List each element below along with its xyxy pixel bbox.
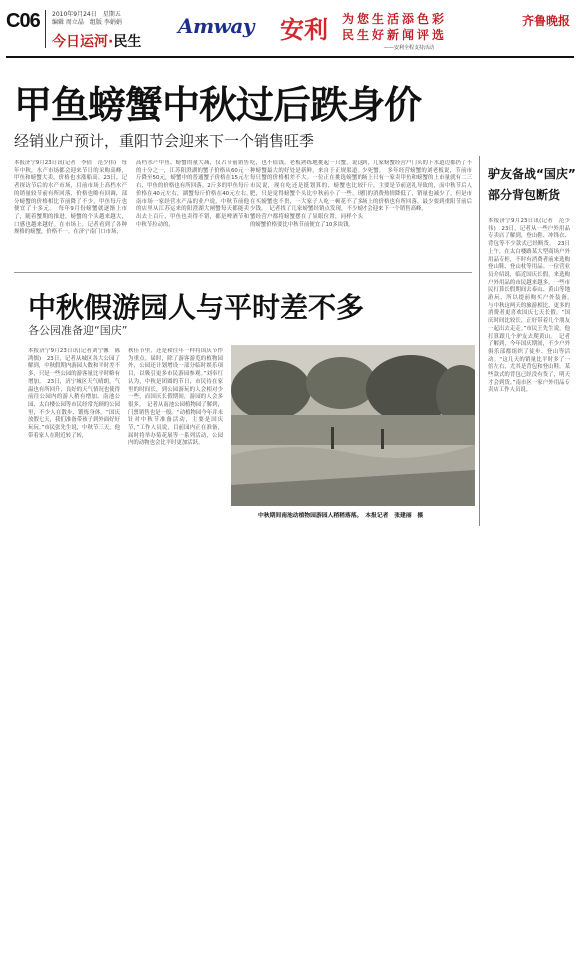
story2-col1-text: 本报济宁9月23日讯(记者刘宁馨 陈鸿儒) 23日，记者从城区各大公园了解到，中秋假期内游园人数和平时差不多，只是一些公园的游客量比平时略有增加。 23日，济宁城区天气晴朗，气温也有所回升，良好的天气情况也使得前往公园内的游人稍有增加。南池公园、太白楼公园等市民经常光顾的公园里，不少人在散步、锻炼身体。“国庆放假七天，我们准备带孩子到外面好好玩玩。”市民张先生说，中秋节三天，他带着家人在附近转了转， xyxy=(28,348,120,439)
section-name-b: 民生 xyxy=(113,34,142,50)
photo-caption: 中秋期间南池动植物园游园人稍稍落落。 本报记者 张建丽 摄 xyxy=(258,513,424,519)
section-name-a: 今日运河 xyxy=(52,34,108,50)
story-separator xyxy=(14,272,472,273)
ad-brand: Amway xyxy=(178,14,254,38)
section-title: 今日运河·民生 xyxy=(52,34,142,50)
page-editors: 编辑 周立晶 组版 李娟娟 xyxy=(52,19,122,26)
story2-column-1 xyxy=(28,348,120,523)
story2-headline: 中秋假游园人与平时差不多 xyxy=(28,291,365,324)
story1-column-2 xyxy=(136,160,249,268)
story1-col1-text: 本报济宁9月23日讯(记者 李倩 范少伟) 每年中秋，水产市场都会迎来节日的采购高峰，甲鱼和螃蟹大卖，价格也水涨船高。23日，记者探访节后的水产市场，目前市场上高档水产的销量较节前有所回落，价格也略有回调，部分螃蟹的价格相比节前降了不少，甲鱼每斤也便宜了十多元。 每年9月份螃蟹就逐渐上市了，随着蟹期的推进，螃蟹的个头越来越大，口感也越来越好。在市场上，记者看到了各种规格的螃蟹，价格不一。在济宁南门口市场， xyxy=(14,160,127,236)
story1-deck: 经销业户预计，重阳节会迎来下一个销售旺季 xyxy=(14,132,315,150)
sidebar-story xyxy=(488,218,570,523)
issue-date: 2010年9月24日 星期五 xyxy=(52,11,121,18)
story2-deck: 各公园准备迎“国庆” xyxy=(28,324,128,337)
story1-col2-text: 高档水产甲鱼、螃蟹的量大减，仅占节前销售的十分之一，江苏阳澄湖的蟹子价格从60元一斤降至50元，螃蟹中的普通蟹子价格在15元左右，甲鱼的价格也有所回落。2斤多的甲鱼每斤价格在40元左右，湖蟹每斤价格在40元左右。 南市场一家经营水产品的业户说，中秋节前他的店里从江苏运来的阳澄湖大闸蟹每天都能卖出去上百斤，甲鱼也卖得不错，都是啤酒节和中秋节拉动的， xyxy=(136,160,249,228)
story2-col2-text: 秋佳节里，还是和往年一样将国庆节作为重点。届时，除了游客游览的植物园外，公园还计划增设一部分临时娱乐项目，以吸引更多市民游园参观。”刘奉红认为，中秋是团圆的节日，市民待在家里的时间长，到公园游玩的人会相对少一些，而国庆长假期间，游园的人会多很多。 记者从南池公园植物园了解到，门票销售也是一般。“动植物园今年并未针对中秋节准备活动，主要是国庆节，”工作人员说，目前园内正在准备，届时将举办菊花展等一系列活动，公园内的动物也会比平时更加活跃。 xyxy=(128,348,223,447)
ad-brand-cn: 安利 xyxy=(280,15,328,44)
newspaper-masthead: 齐鲁晚报 xyxy=(522,14,571,28)
header-rule xyxy=(6,56,574,58)
ad-slogan xyxy=(342,11,447,43)
story1-col4-text: 到，几家螃蟹经营户门头的下水道边都扔了不少死蟹。 多年经营螃蟹的刘老板说，节前市场上只有一家卖甲鱼和螃蟹的上市量就有二三千斤，主要是节前送礼导致的，而中秋节后人们的消费热情降低了，销量也减少了，但是市场上的价格也有所回落，最少要到重阳节前后才会迎来下一个销售高峰。 xyxy=(362,160,472,213)
sidebar-headline-1: 驴友备战“国庆” xyxy=(488,167,576,181)
story2-column-2 xyxy=(128,348,223,523)
park-photo-scene xyxy=(231,345,475,506)
story1-col3-text: 吃，也不值钱。老板熟练地挑起一只蟹，说这种螃蟹最大的好处是新鲜，来自于正规渠道。每只蟹的价格相差不大。一位正在挑选螃蟹的市民说，现在吃还是挺划算的，螃蟹也比较肥，只是觉得螃蟹个头比中秋前小了一些。现在买螃蟹也不贵，一大家子人吃一顿花不了多少钱。 记者找了几家螃蟹经销点发现，不少螃蟹经营户都将螃蟹摆在了显眼位置，同样个头的螃蟹价格要比中秋节前便宜了10多块钱。 xyxy=(250,160,363,228)
amway-banner-ad xyxy=(178,10,550,54)
ad-slogan-line-2: 民生好新闻评选 xyxy=(342,28,448,42)
sidebar-story-text: 本报济宁9月23日讯(记者 范少伟) 23日，记者从一些户外用品专卖店了解到，登山鞋、冲锋衣、背包等不少款式已经断货。 23日上午，在太白楼路某大型商场户外用品专柜，不时有消费者前来选购登山鞋、登山杖等用品。一位营业员介绍说，临近国庆长假，来选购户外用品的市民越来越多。一些市民打算长假期间去泰山、黄山等地游玩，所以提前购买户外装备。 与中秋这两天的旅游相比，更多的消费者更喜欢国庆七天长假。“国庆时间比较长，正好带着几个朋友一起出去走走。”市民王先生说，他打算跟几个驴友去爬黄山。 记者了解到，今年国庆期间，不少户外俱乐部都组织了徒步、登山等活动。“这几天的销量比平时多了一倍左右，尤其是背包和登山鞋，某些款式的背包已经没有货了，明天才会到货。”南市区一家户外用品专卖店工作人员说。 xyxy=(488,218,570,394)
header-divider xyxy=(45,10,46,48)
story1-column-3 xyxy=(250,160,363,268)
park-photo xyxy=(231,345,475,506)
story1-headline: 甲鱼螃蟹中秋过后跌身价 xyxy=(14,83,422,127)
sidebar-headline-2: 部分背包断货 xyxy=(488,188,561,202)
sidebar-divider xyxy=(479,156,480,526)
page-number: C06 xyxy=(6,10,40,32)
ad-sponsor: ——安利全程支持活动 xyxy=(384,45,435,51)
page-meta xyxy=(52,11,122,27)
story1-column-1 xyxy=(14,160,127,268)
story1-column-4 xyxy=(362,160,472,268)
ad-slogan-line-1: 为您生活添色彩 xyxy=(342,12,448,26)
